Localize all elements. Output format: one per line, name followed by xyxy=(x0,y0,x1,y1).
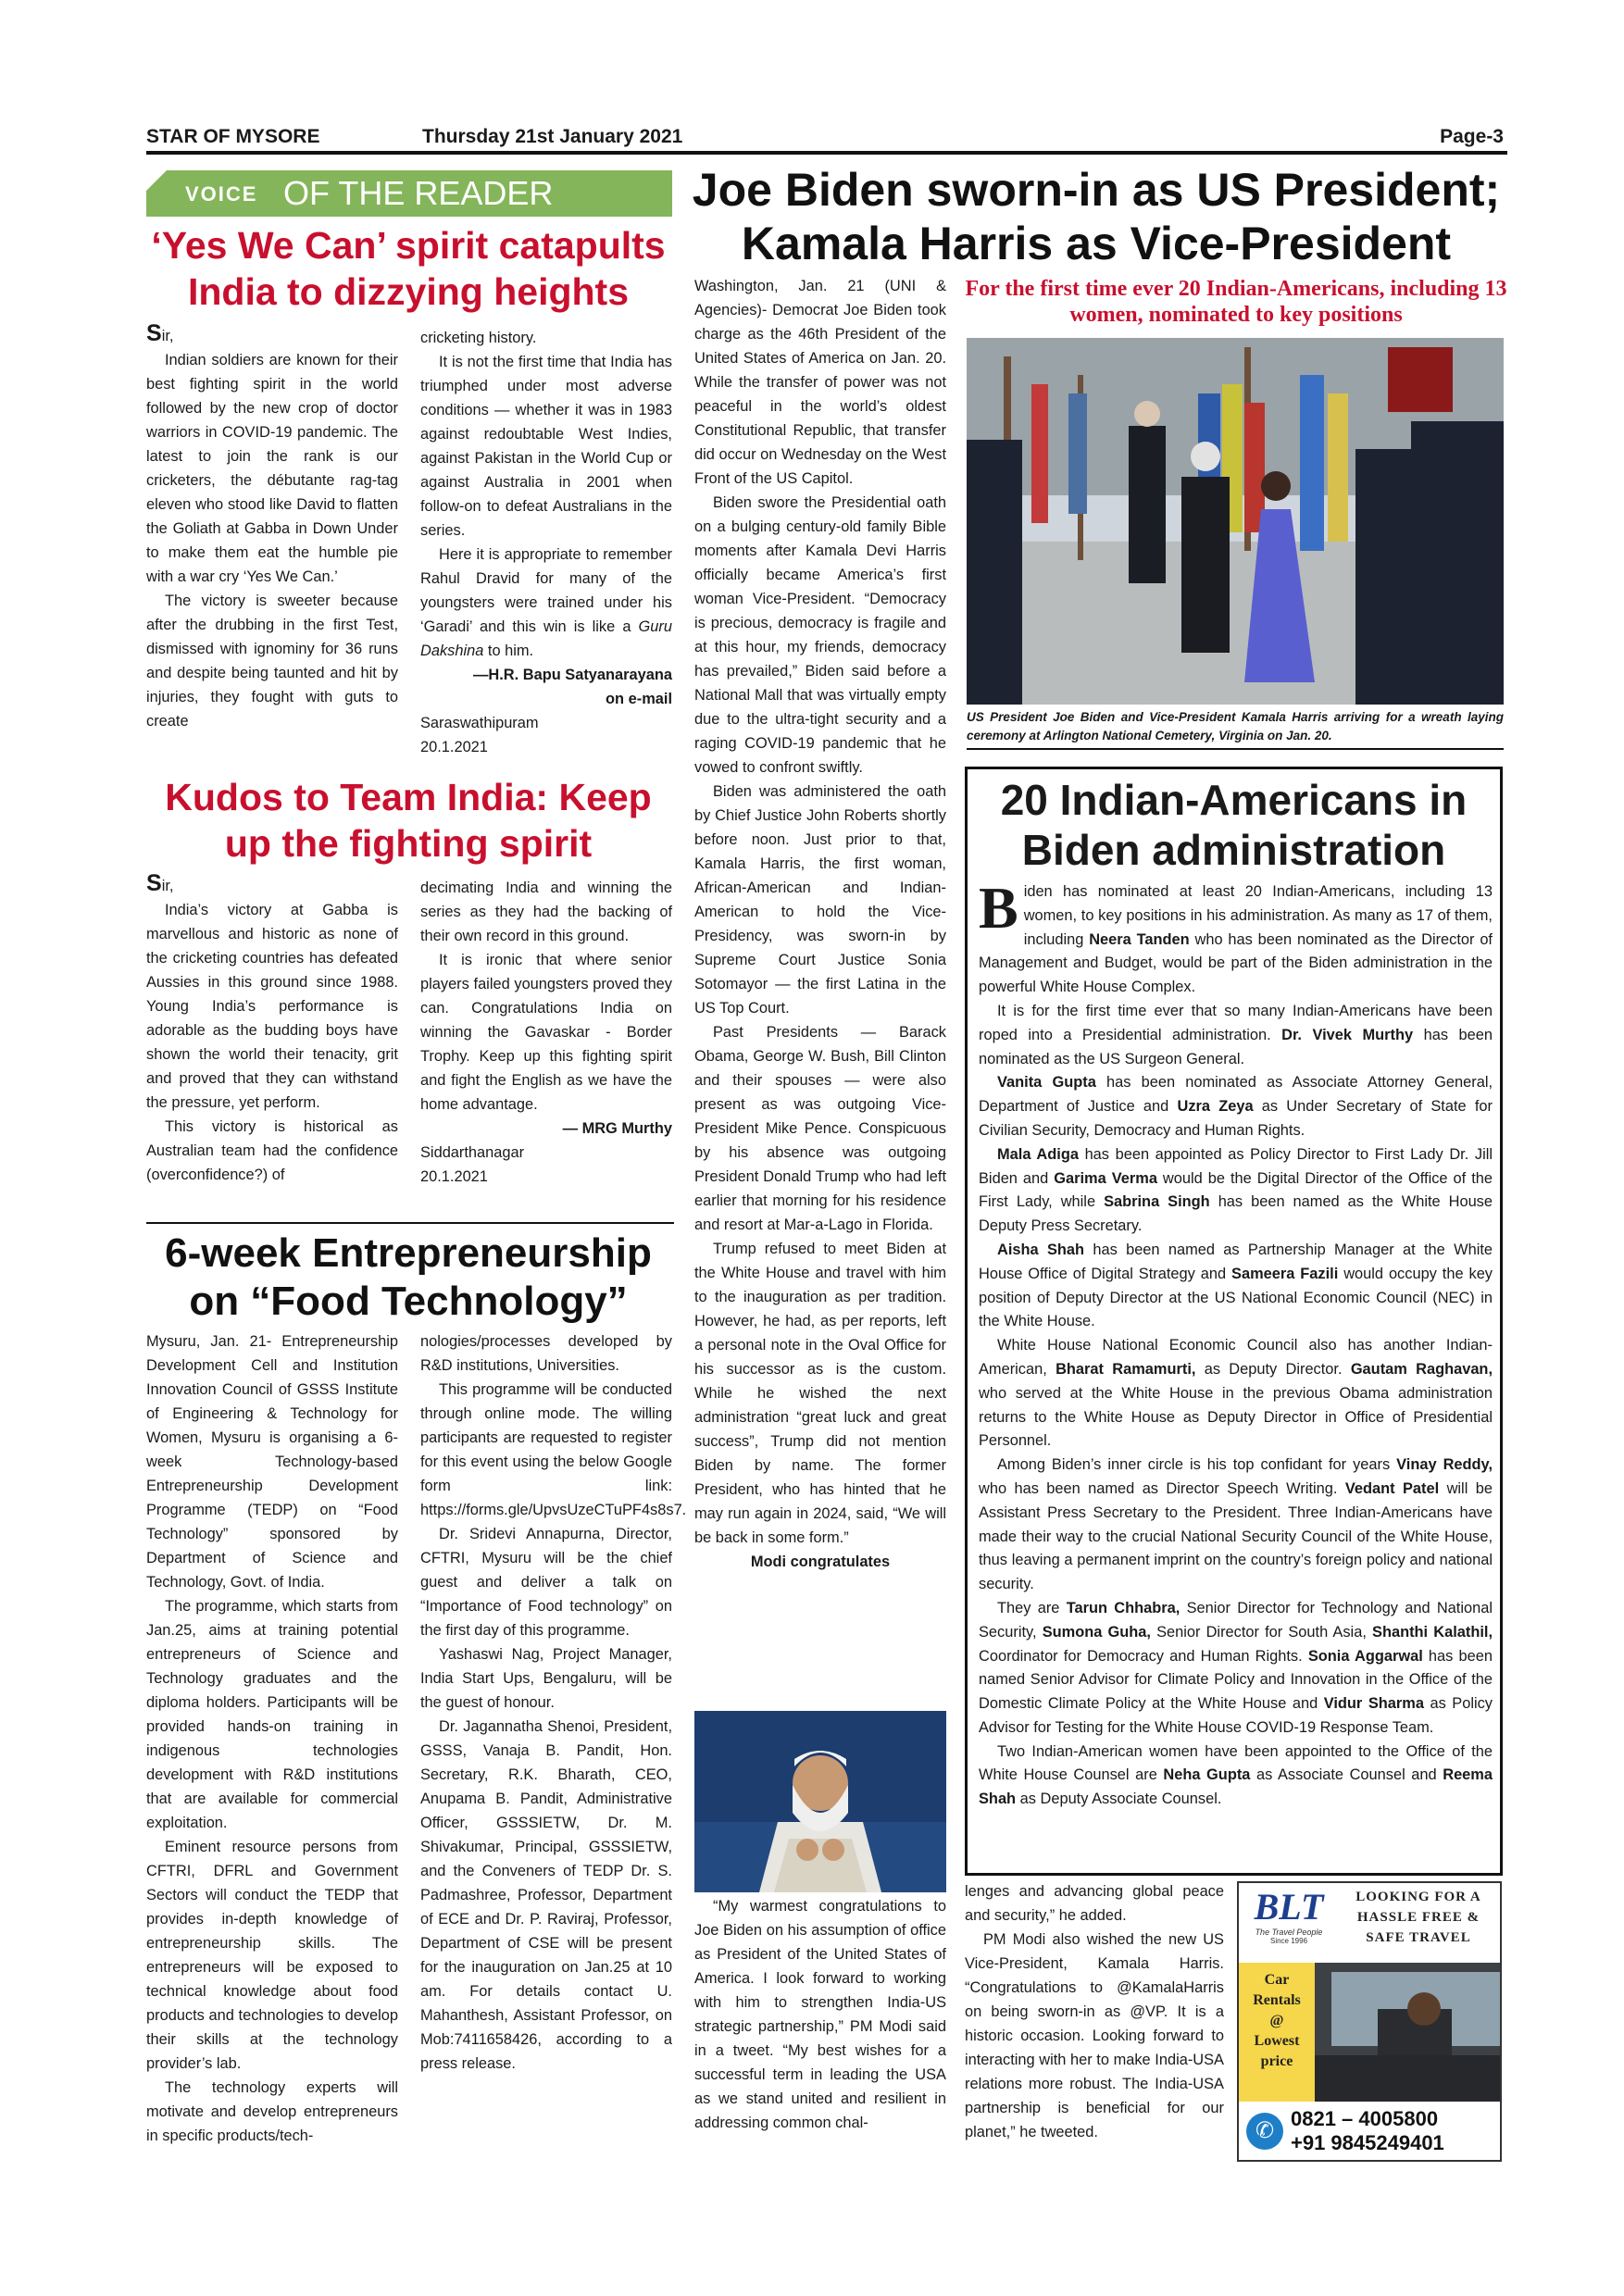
letter1-salutation-initial: S xyxy=(146,320,162,346)
ia-text: has been named as Partnership Manager at the White House Office of Digital Strategy and xyxy=(979,1241,1493,1282)
letter1-place: Saraswathipuram xyxy=(420,715,539,731)
edp-headline: 6-week Entrepreneurship on “Food Technology” xyxy=(165,1230,652,1324)
edp-paragraph: Dr. Jagannatha Shenoi, President, GSSS, Vanaja B. Pandit, Hon. Secretary, R.K. Bharath, CEO, Anupama B. Pandit, Administrative Officer, GSSSIETW, Dr. M. Shivakumar, Principal, GSSSIETW, and the Conveners of TEDP Dr. S. Padmashree, Professor, Department of ECE and Dr. P. Raviraj, Professor, Department of CSE will be present for the inauguration on Jan.25 at 10 am. For details contact U. Mahanthesh, Assistant Professor, on Mob:7411658426, according to a press release. xyxy=(420,1718,672,2072)
ia-name: Bharat Ramamurti, xyxy=(1056,1360,1196,1378)
masthead-rule xyxy=(146,151,1507,155)
letter2-column-left xyxy=(146,872,398,1187)
letter1-italic-text: Guru Dakshina xyxy=(420,618,672,659)
blt-since: Since 1996 xyxy=(1269,1937,1308,1945)
edp-paragraph: This programme will be conducted through online mode. The willing participants are requested to register for this event using the below Google form link: https://forms.gle/UpvsUzeCTuPF4s8s7. xyxy=(420,1381,687,1518)
blt-offer-line: Car xyxy=(1264,1972,1290,1988)
ia-text: Senior Director for Technology and National Security, xyxy=(979,1599,1493,1641)
letter1-column-left xyxy=(146,322,398,733)
indian-americans-box xyxy=(965,767,1503,1876)
edp-paragraph: The programme, which starts from Jan.25, aims at training potential entrepreneurs of Science and Technology graduates and the diploma holders. Participants will be provided hands-on training in indigenous technologies development with R&D institutions that are available for commercial exploitation. xyxy=(146,1598,398,1831)
masthead-page-number: Page-3 xyxy=(1440,126,1504,147)
letter1-paragraph-guru xyxy=(420,543,672,663)
biden-paragraph: Biden swore the Presidential oath on a bulging century-old family Bible moments after Kamala Devi Harris officially became America’s first woman Vice-President. “Democracy is precious, democracy is fragile and at this hour, my friends, democracy has prevailed,” Biden said before a National Mall that was virtually empty due to the ultra-tight security and a raging COVID-19 pandemic that he vowed to confront swiftly. xyxy=(694,494,946,776)
ia-text: would occupy the key position of Deputy Director at the US National Economic Council (NEC) in the White House. xyxy=(979,1265,1493,1330)
ia-name: Vedant Patel xyxy=(1344,1479,1440,1497)
section-divider xyxy=(146,1222,674,1224)
letter2-headline: Kudos to Team India: Keep up the fighting spirit xyxy=(165,776,652,865)
ia-name: Reema Shah xyxy=(979,1766,1493,1808)
letter1-text: Here it is appropriate to remember Rahul Dravid for many of the youngsters were trained under his ‘Garadi’ and this win is like a xyxy=(420,546,672,635)
ia-text: would be the Digital Director of the Office of the First Lady, while xyxy=(979,1169,1493,1211)
ia-name: Tarun Chhabra, xyxy=(1066,1599,1181,1616)
letter2-salutation-rest: ir, xyxy=(161,878,174,894)
letter1-column-right xyxy=(420,326,672,759)
letter1-paragraph: cricketing history. xyxy=(420,330,537,346)
ia-text: who has been named as Director Speech Writing. xyxy=(979,1479,1345,1497)
edp-paragraph: The technology experts will motivate and develop entrepreneurs in specific products/tech- xyxy=(146,2079,398,2144)
voice-banner-title: OF THE READER xyxy=(283,174,554,212)
masthead-paper-name: STAR OF MYSORE xyxy=(146,126,320,147)
ia-text: Senior Director for South Asia, xyxy=(1150,1623,1373,1641)
ia-name: Sonia Aggarwal xyxy=(1307,1647,1423,1665)
letter2-signature: — MRG Murthy xyxy=(562,1120,672,1137)
blt-logo xyxy=(1243,1887,1335,1957)
ia-text: White House National Economic Council also has another Indian-American, xyxy=(979,1337,1493,1378)
ia-name: Gautam Raghavan, xyxy=(1350,1360,1493,1378)
modi-paragraph: PM Modi also wished the new US Vice-President, Kamala Harris. “Congratulations to @KamalaHarris on being sworn-in as @VP. It is a historic occasion. Looking forward to interacting with her to make India-USA relations more robust. The India-USA partnership is beneficial for our planet,” he tweeted. xyxy=(965,1931,1224,2140)
modi-photo xyxy=(694,1711,946,1892)
blt-tagline: The Travel People xyxy=(1255,1928,1323,1937)
phone-icon: ✆ xyxy=(1246,2113,1283,2150)
ia-name: Garima Verma xyxy=(1054,1169,1157,1187)
letter2-place: Siddarthanagar xyxy=(420,1144,525,1161)
ia-name: Vanita Gupta xyxy=(997,1074,1096,1092)
ia-text: It is for the first time ever that so many Indian-Americans have been roped into a Presidential administration. xyxy=(979,1002,1493,1043)
modi-column-right xyxy=(965,1879,1224,2144)
voice-banner-prefix: VOICE xyxy=(185,182,258,206)
ia-text: has been appointed as Policy Director to First Lady Dr. Jill Biden and xyxy=(979,1145,1493,1187)
biden-paragraph: Washington, Jan. 21 (UNI & Agencies)- Democrat Joe Biden took charge as the 46th President of the United States of America on Jan. 20. While the transfer of power was not peaceful in the world’s oldest Constitutional Republic, that transfer did occur on Wednesday on the West Front of the US Capitol. xyxy=(694,278,946,487)
letter1-signature: —H.R. Bapu Satyanarayana xyxy=(473,667,672,683)
modi-subhead: Modi congratulates xyxy=(750,1554,891,1570)
ia-text: has been named Senior Advisor for Climate Policy and Innovation in the Office of the Domestic Climate Policy at the White House and xyxy=(979,1647,1493,1713)
letter1-headline: ‘Yes We Can’ spirit catapults India to dizzying heights xyxy=(151,224,666,313)
biden-subhead: For the first time ever 20 Indian-Americans, including 13 women, nominated to key positions xyxy=(965,277,1507,327)
ia-text: iden has nominated at least 20 Indian-Americans, including 13 women, to key positions in his administration. As many as 17 of them, including xyxy=(1023,883,1493,948)
ia-name: Neera Tanden xyxy=(1089,930,1190,948)
letter2-paragraph: decimating India and winning the series as they had the backing of their own record in this ground. xyxy=(420,880,672,944)
ia-text: Coordinator for Democracy and Human Rights. xyxy=(979,1647,1308,1665)
ia-name: Vidur Sharma xyxy=(1323,1695,1424,1713)
letter1-paragraph: Indian soldiers are known for their best fighting spirit in the world followed by the new crop of doctor warriors in COVID-19 pandemic. The latest to join the rank is our cricketers, the débutante rag-tag eleven who stood like David to flatten the Goliath at Gabba in Down Under to make them eat the humble pie with a war cry ‘Yes We Can.’ xyxy=(146,352,398,585)
edp-paragraph: Mysuru, Jan. 21- Entrepreneurship Development Cell and Institution Innovation Council of GSSS Institute of Engineering & Technology for Women, Mysuru is organising a 6-week Technology-based Entrepreneurship Development Programme (TEDP) on “Food Technology” sponsored by Department of Science and Technology, Govt. of India. xyxy=(146,1333,398,1591)
ia-name: Sabrina Singh xyxy=(1104,1193,1210,1211)
biden-harris-photo xyxy=(967,338,1504,705)
letter1-salutation-rest: ir, xyxy=(161,328,174,344)
letter2-column-right xyxy=(420,876,672,1189)
blt-logo-text: BLT xyxy=(1254,1886,1324,1928)
ia-text: has been nominated as Associate Attorney General, Department of Justice and xyxy=(979,1074,1493,1116)
letter1-date: 20.1.2021 xyxy=(420,739,488,755)
ia-text: has been nominated as the US Surgeon General. xyxy=(979,1026,1493,1067)
ia-name: Shanthi Kalathil, xyxy=(1372,1623,1493,1641)
biden-column xyxy=(694,274,946,1574)
letter1-paragraph: The victory is sweeter because after the drubbing in the first Test, dismissed with ignominy for 36 runs and despite being taunted and hit by injuries, they fought with guts to create xyxy=(146,593,398,730)
ia-name: Aisha Shah xyxy=(997,1241,1085,1258)
letter2-paragraph: It is ironic that where senior players failed youngsters proved they can. Congratulations India on winning the Gavaskar - Border Trophy. Keep up this fighting spirit and fight the English as we have the home advantage. xyxy=(420,952,672,1113)
ia-text: as Deputy Director. xyxy=(1195,1360,1351,1378)
edp-paragraph: Dr. Sridevi Annapurna, Director, CFTRI, Mysuru will be the chief guest and deliver a talk on “Importance of Food technology” on the first day of this programme. xyxy=(420,1526,672,1639)
blt-phone-2[interactable]: +91 9845249401 xyxy=(1291,2131,1444,2154)
ia-name: Dr. Vivek Murthy xyxy=(1281,1026,1414,1043)
caption-rule xyxy=(967,748,1504,750)
ia-text: will be Assistant Press Secretary to the President. Three Indian-Americans have made their way to the crucial National Security Council of the White House, thus leaving a permanent imprint on the country’s foreign policy and national security. xyxy=(979,1479,1493,1593)
modi-paragraph: “My warmest congratulations to Joe Biden on his assumption of office as President of the United States of America. I look forward to working with him to strengthen India-US strategic partnership,” PM Modi said in a tweet. “My best wishes for a successful term in leading the USA as we stand united and resilient in addressing common chal- xyxy=(694,1898,946,2131)
biden-photo-caption: US President Joe Biden and Vice-President Kamala Harris arriving for a wreath laying ceremony at Arlington National Cemetery, Virginia on Jan. 20. xyxy=(967,710,1504,742)
letter1-paragraph: It is not the first time that India has triumphed under most adverse conditions — whether it was in 1983 against redoubtable West Indies, against Pakistan in the World Cup or against Australia in 2001 when follow-on to defeat Australians in the series. xyxy=(420,354,672,539)
ia-name: Uzra Zeya xyxy=(1177,1098,1254,1116)
edp-paragraph: Yashaswi Nag, Project Manager, India Start Ups, Bengaluru, will be the guest of honour. xyxy=(420,1646,672,1711)
blt-offer-line: @ xyxy=(1269,2013,1284,2028)
ia-text: as Under Secretary of State for Civilian Security, Democracy and Human Rights. xyxy=(979,1098,1493,1139)
blt-headline: LOOKING FOR A HASSLE FREE & SAFE TRAVEL xyxy=(1355,1890,1481,1945)
modi-column xyxy=(694,1894,946,2135)
blt-offer-line: Lowest xyxy=(1254,2033,1300,2049)
biden-paragraph: Biden was administered the oath by Chief Justice John Roberts shortly before noon. Just prior to that, Kamala Harris, the first woman, African-American and Indian-American to hold the Vice-Presidency, was sworn-in by Supreme Court Justice Sonia Sotomayor — the first Latina in the US Top Court. xyxy=(694,783,946,1017)
edp-column-right xyxy=(420,1329,687,2076)
ia-text: Among Biden’s inner circle is his top confidant for years xyxy=(997,1456,1397,1474)
ia-name: Sumona Guha, xyxy=(1042,1623,1151,1641)
blt-phone-1[interactable]: 0821 – 4005800 xyxy=(1291,2107,1439,2130)
biden-headline: Joe Biden sworn-in as US President; Kamala Harris as Vice-President xyxy=(692,164,1501,269)
ia-text: as Associate Counsel and xyxy=(1250,1766,1443,1784)
biden-paragraph: Trump refused to meet Biden at the White House and travel with him to the inauguration as per tradition. However, he had, as per reports, left a personal note in the Oval Office for his successor as is the custom. While he wished the next administration “great luck and great success”, Trump did not mention Biden by name. The former President, who has hinted that he may run again in 2024, said, “We will be back in some form.” xyxy=(694,1241,946,1546)
ia-text: has been named as the White House Deputy Press Secretary. xyxy=(979,1193,1493,1235)
ia-name: Sameera Fazili xyxy=(1231,1265,1339,1282)
ia-text: as Deputy Associate Counsel. xyxy=(1016,1791,1222,1808)
indian-americans-drop-cap: B xyxy=(979,875,1018,941)
blt-offer-panel xyxy=(1239,1963,1315,2102)
indian-americans-headline: 20 Indian-Americans in Biden administration xyxy=(1000,776,1468,874)
letter2-date: 20.1.2021 xyxy=(420,1168,488,1185)
ia-text: who served at the White House in the previous Obama administration returns to the White House as Deputy Director in Office of Presidential Personnel. xyxy=(979,1384,1493,1450)
modi-paragraph: lenges and advancing global peace and security,” he added. xyxy=(965,1883,1224,1924)
letter1-signature-via: on e-mail xyxy=(606,691,672,707)
masthead-date: Thursday 21st January 2021 xyxy=(422,126,683,147)
blt-advertisement[interactable] xyxy=(1237,1881,1502,2162)
letter2-paragraph: India’s victory at Gabba is marvellous and historic as none of the cricketing countries has defeated Aussies in this ground since 1988. Young India’s performance is adorable as the budding boys have shown the world their tenacity, grit and proved that they can withstand the pressure, yet perform. xyxy=(146,902,398,1111)
ia-name: Neha Gupta xyxy=(1163,1766,1251,1784)
ia-text: Two Indian-American women have been appointed to the Office of the White House Counsel are xyxy=(979,1742,1493,1784)
ia-text: as Policy Advisor for Testing for the White House COVID-19 Response Team. xyxy=(979,1695,1493,1736)
indian-americans-body xyxy=(979,875,1493,1812)
ia-name: Vinay Reddy, xyxy=(1396,1456,1493,1474)
letter2-salutation-initial: S xyxy=(146,870,162,896)
ia-text: They are xyxy=(997,1599,1067,1616)
letter1-text: to him. xyxy=(483,643,534,659)
blt-offer-line: Rentals xyxy=(1253,1992,1301,2008)
edp-paragraph: Eminent resource persons from CFTRI, DFRL and Government Sectors will conduct the TEDP that provides in-depth knowledge of entrepreneurship skills. The entrepreneurs will be exposed to technical knowledge about food products and technologies to develop their skills at the technology provider’s lab. xyxy=(146,1839,398,2072)
blt-offer-line: price xyxy=(1260,2053,1293,2069)
edp-paragraph: nologies/processes developed by R&D institutions, Universities. xyxy=(420,1333,672,1374)
letter2-paragraph: This victory is historical as Australian team had the confidence (overconfidence?) of xyxy=(146,1118,398,1183)
ia-text: who has been nominated as the Director of Management and Budget, would be part of the Biden administration in the powerful White House Complex. xyxy=(979,930,1493,996)
edp-column-left xyxy=(146,1329,398,2148)
biden-paragraph: Past Presidents — Barack Obama, George W. Bush, Bill Clinton and their spouses — were also present as was outgoing Vice-President Mike Pence. Conspicuous by his absence was outgoing President Donald Trump who had left earlier that morning for his residence and resort at Mar-a-Lago in Florida. xyxy=(694,1024,946,1233)
ia-name: Mala Adiga xyxy=(997,1145,1079,1163)
